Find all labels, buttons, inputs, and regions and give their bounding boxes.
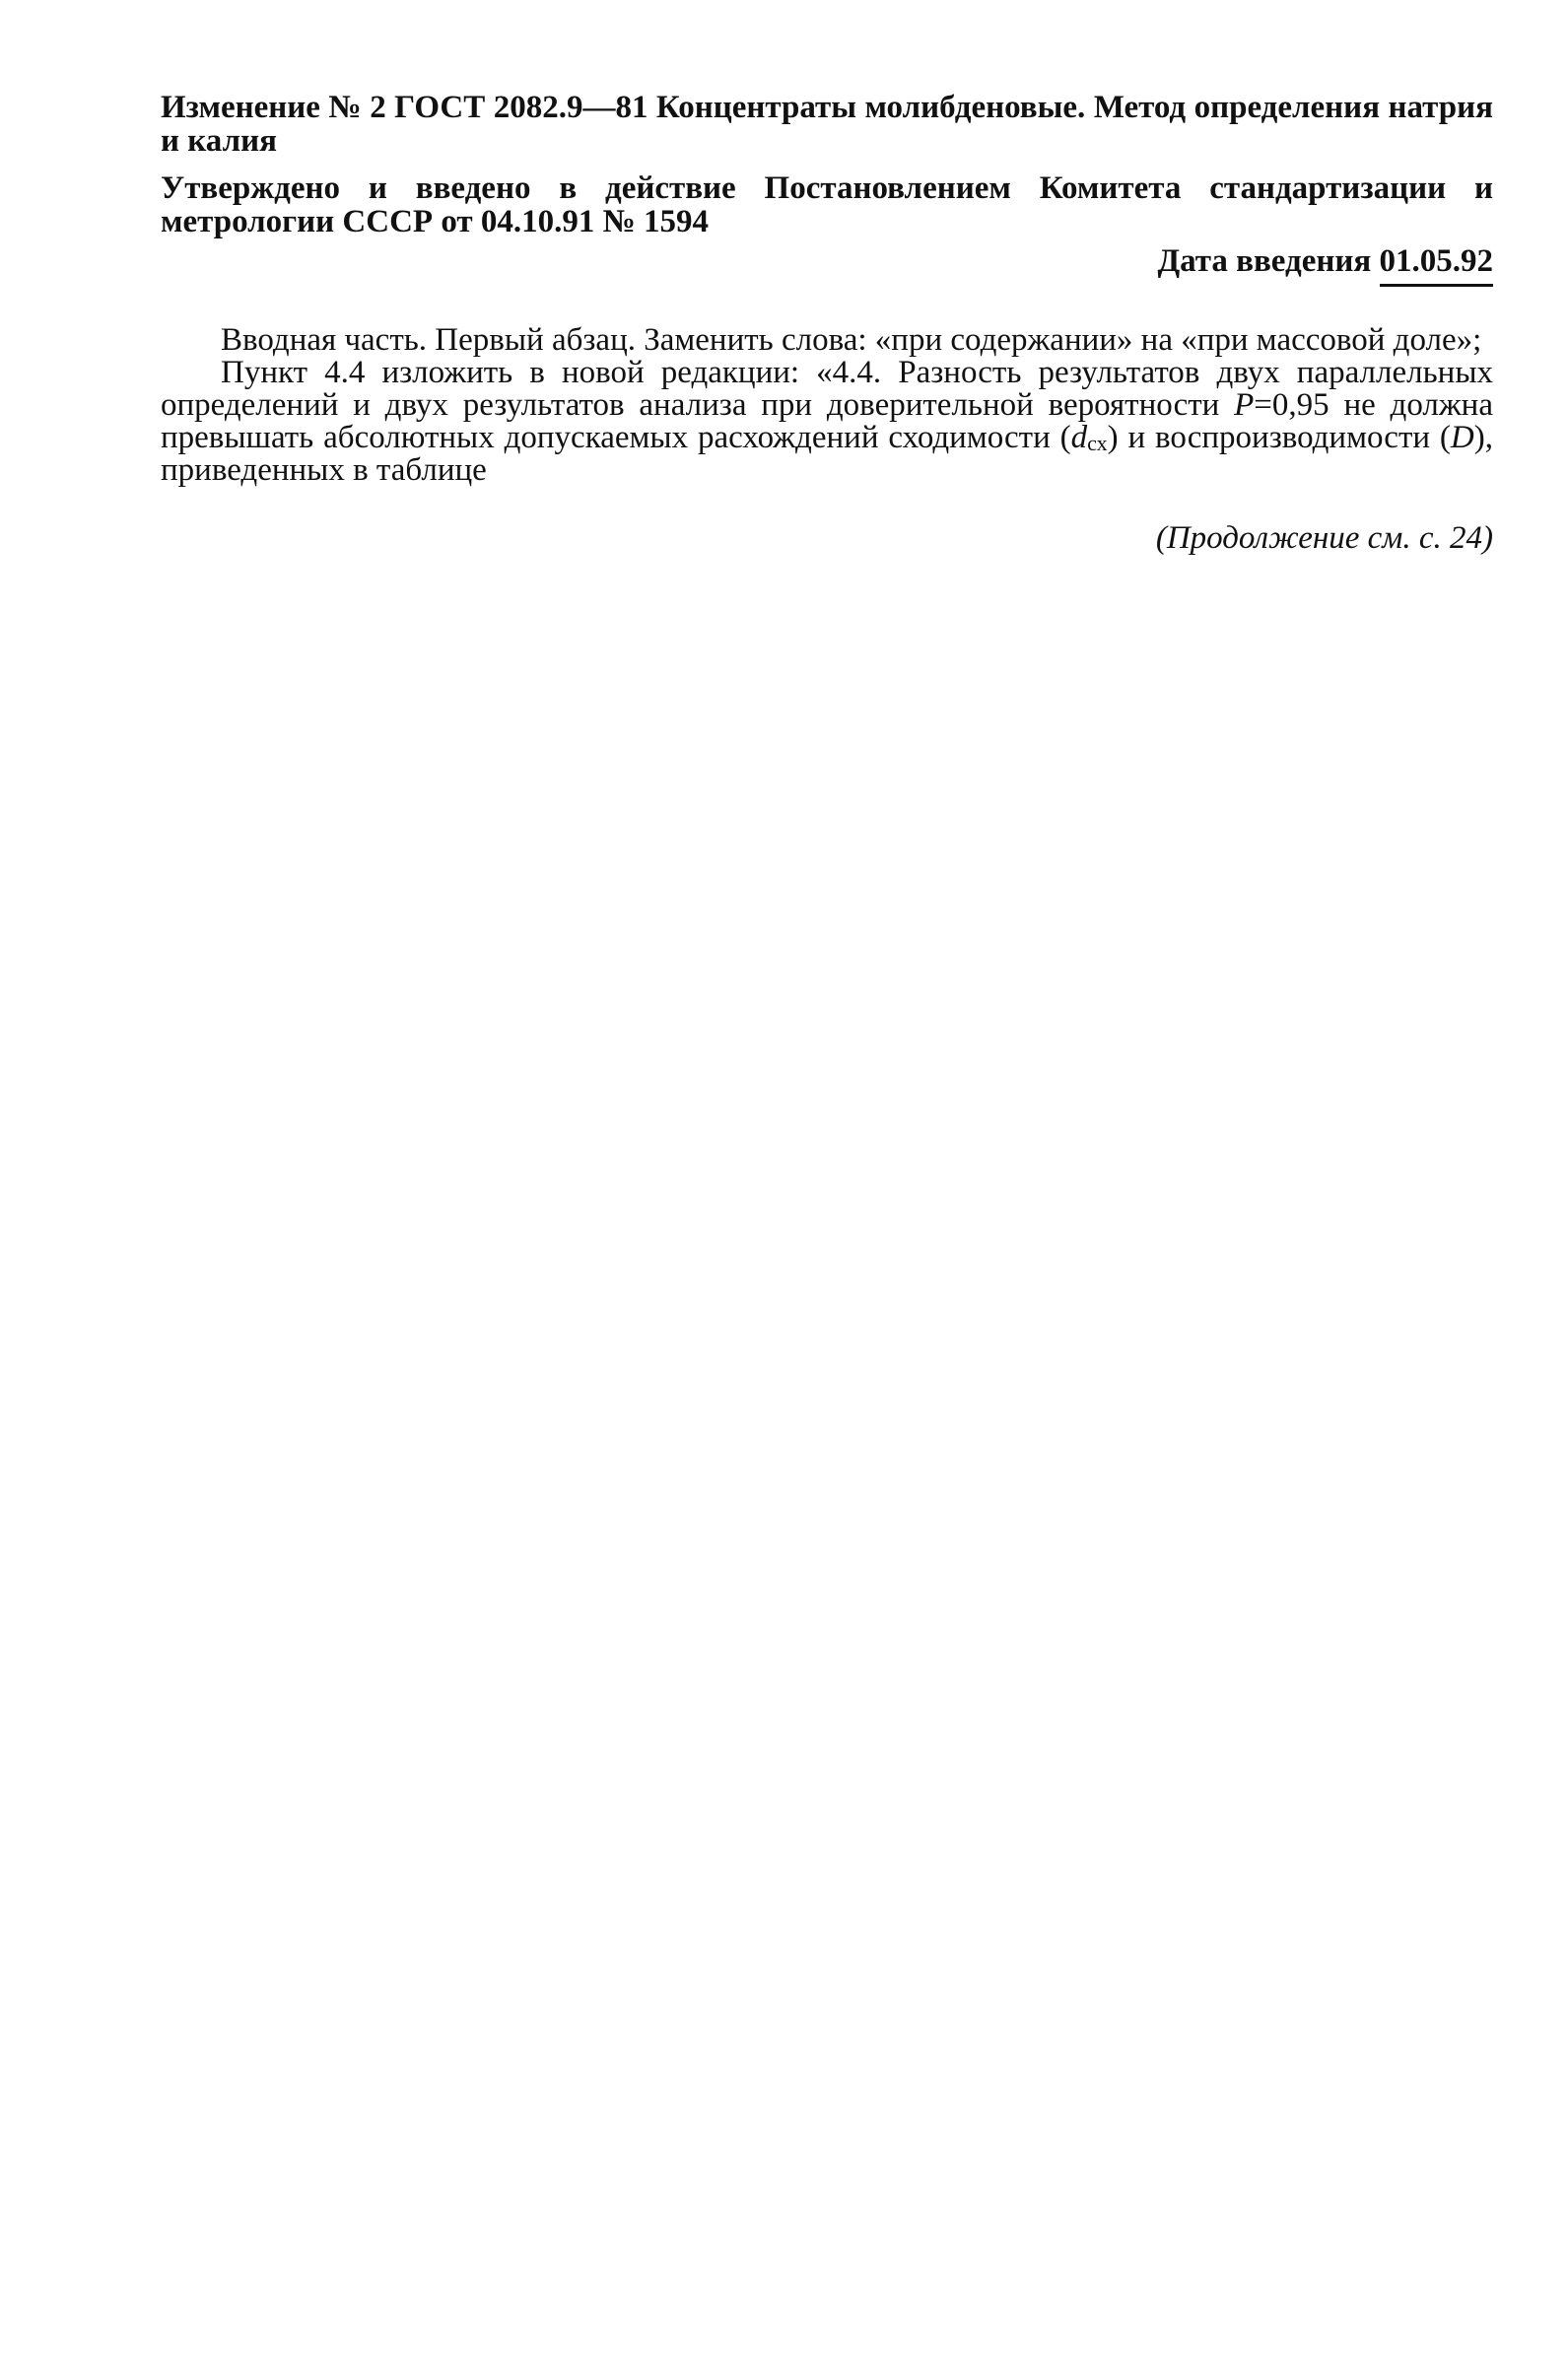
paragraph-introduction-change: Вводная часть. Первый абзац. Заменить слова: «при содержании» на «при массовой доле»; (221, 322, 1482, 358)
clause-text-start: Пункт 4.4 изложить в новой редакции: «4.4. Разность результатов двух параллельных определений и двух результатов анализа при доверительной вероятности (161, 355, 1493, 423)
continuation-note: (Продолжение см. с. 24) (1155, 520, 1493, 556)
convergence-symbol: d (1070, 420, 1088, 455)
change-title: Изменение № 2 ГОСТ 2082.9—81 Концентраты молибденовые. Метод определения натрия и калия (161, 90, 1493, 159)
approval-statement: Утверждено и введено в действие Постановлением Комитета стандартизации и метрологии СССР от 04.10.91 № 1594 (161, 170, 1493, 239)
reproducibility-symbol: D (1450, 420, 1474, 455)
effective-date-label: Дата введения (1157, 243, 1372, 279)
document-page (161, 91, 1493, 556)
paragraph-clause-4-4 (161, 357, 1493, 487)
clause-text-middle: ) и воспроизводимости ( (1107, 420, 1451, 455)
convergence-subscript: сх (1087, 431, 1108, 455)
clause-text-end: ), приведенных в таблице (161, 420, 1493, 488)
effective-date (161, 242, 1493, 287)
effective-date-value: 01.05.92 (1380, 242, 1494, 287)
clause-text-probability: =0,95 не должна превышать абсолютных допускаемых расхождений сходимости ( (161, 387, 1493, 455)
probability-symbol: P (1234, 387, 1255, 423)
